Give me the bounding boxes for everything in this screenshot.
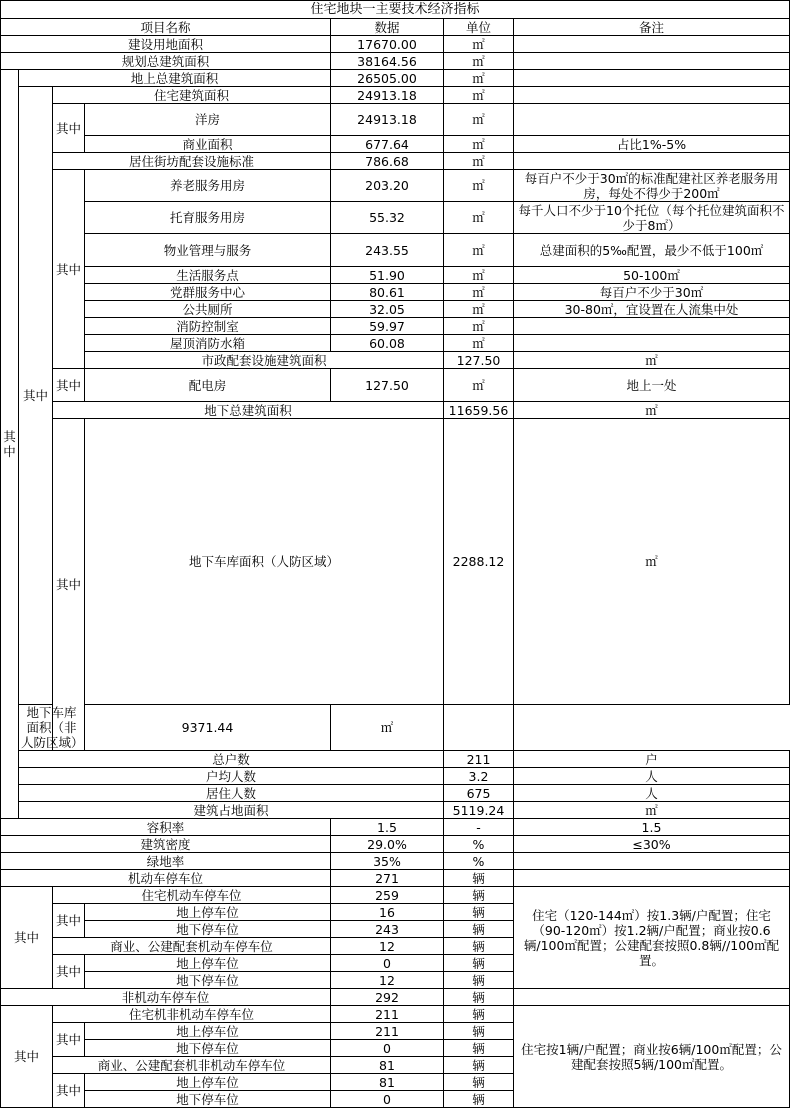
table-row (1, 153, 790, 170)
group-label-motor-com: 其中 (53, 955, 85, 989)
row-note: 总建面积的5‰配置，最少不低于100㎡ (514, 234, 790, 267)
row-unit: 辆 (444, 1006, 514, 1023)
table-row (1, 785, 790, 802)
row-name: 商业、公建配套机动车停车位 (53, 938, 331, 955)
row-note: 占比1%-5% (514, 136, 790, 153)
row-unit: - (444, 819, 514, 836)
row-name: 配电房 (85, 369, 331, 402)
row-value: 11659.56 (444, 402, 514, 419)
row-name: 地下停车位 (85, 1040, 331, 1057)
row-unit: 辆 (444, 938, 514, 955)
row-unit: ㎡ (444, 202, 514, 234)
row-name: 商业面积 (85, 136, 331, 153)
row-name: 洋房 (85, 104, 331, 136)
row-unit: ㎡ (444, 284, 514, 301)
table-row (1, 402, 790, 419)
row-name: 非机动车停车位 (1, 989, 331, 1006)
row-name: 地下停车位 (85, 972, 331, 989)
header-name: 项目名称 (1, 19, 331, 36)
row-value: 16 (331, 904, 444, 921)
row-name: 地上总建筑面积 (19, 70, 331, 87)
row-unit: 辆 (444, 870, 514, 887)
row-value: 271 (331, 870, 444, 887)
row-name: 规划总建筑面积 (1, 53, 331, 70)
row-name: 消防控制室 (85, 318, 331, 335)
row-value: 203.20 (331, 170, 444, 202)
header-note: 备注 (514, 19, 790, 36)
row-unit: ㎡ (444, 53, 514, 70)
row-note (444, 705, 514, 751)
row-value: 127.50 (444, 352, 514, 369)
row-name: 物业管理与服务 (85, 234, 331, 267)
row-value: 5119.24 (444, 802, 514, 819)
group-label-nonmotor-com: 其中 (53, 1074, 85, 1108)
row-value: 0 (331, 955, 444, 972)
row-unit: ㎡ (514, 802, 790, 819)
row-value: 55.32 (331, 202, 444, 234)
table-row (1, 70, 790, 87)
row-note: 30-80㎡，宜设置在人流集中处 (514, 301, 790, 318)
group-label-nonmotor: 其中 (1, 1006, 53, 1108)
group-label-outer: 其中 (1, 70, 19, 819)
row-value: 259 (331, 887, 444, 904)
header-unit: 单位 (444, 19, 514, 36)
table-row (1, 870, 790, 887)
row-unit: % (444, 836, 514, 853)
table-row (1, 1006, 790, 1023)
row-value: 80.61 (331, 284, 444, 301)
table-title: 住宅地块一主要技术经济指标 (1, 1, 790, 19)
row-value: 1.5 (331, 819, 444, 836)
row-name: 养老服务用房 (85, 170, 331, 202)
group-label-dwelling: 其中 (53, 104, 85, 153)
table-row (1, 768, 790, 785)
row-value: 81 (331, 1074, 444, 1091)
row-unit: 辆 (444, 887, 514, 904)
row-name: 屋顶消防水箱 (85, 335, 331, 352)
table-row (1, 301, 790, 318)
table-row (1, 853, 790, 870)
row-unit: 人 (514, 785, 790, 802)
row-value: 38164.56 (331, 53, 444, 70)
row-unit: 辆 (444, 1040, 514, 1057)
row-note: 50-100㎡ (514, 267, 790, 284)
group-label-municipal: 其中 (53, 369, 85, 402)
row-name: 地下车库面积（人防区域） (85, 419, 444, 705)
row-value: 211 (331, 1023, 444, 1040)
table-row (1, 284, 790, 301)
row-name: 住宅机动车停车位 (53, 887, 331, 904)
row-value: 24913.18 (331, 104, 444, 136)
row-unit: 辆 (444, 921, 514, 938)
table-row (1, 802, 790, 819)
row-value: 675 (444, 785, 514, 802)
row-unit: 辆 (444, 972, 514, 989)
row-unit: ㎡ (444, 267, 514, 284)
table-row (1, 36, 790, 53)
row-unit: ㎡ (444, 153, 514, 170)
row-unit: ㎡ (444, 335, 514, 352)
row-note: 1.5 (514, 819, 790, 836)
row-name: 总户数 (19, 751, 444, 768)
row-name: 地下停车位 (85, 1091, 331, 1108)
row-name: 市政配套设施建筑面积 (85, 352, 444, 369)
motor-parking-note: 住宅（120-144㎡）按1.3辆/户配置；住宅（90-120㎡）按1.2辆/户配置；商业按0.6辆/100㎡配置；公建配套按照0.8辆//100㎡配置。 (514, 887, 790, 989)
row-name: 住宅建筑面积 (53, 87, 331, 104)
table-row (1, 369, 790, 402)
row-note (514, 53, 790, 70)
row-value: 9371.44 (85, 705, 331, 751)
row-unit: ㎡ (444, 234, 514, 267)
row-unit: ㎡ (444, 318, 514, 335)
row-unit: 辆 (444, 1074, 514, 1091)
row-name: 绿地率 (1, 853, 331, 870)
row-unit: ㎡ (444, 87, 514, 104)
row-value: 17670.00 (331, 36, 444, 53)
row-unit: ㎡ (514, 419, 790, 705)
row-unit: 辆 (444, 1057, 514, 1074)
row-value: 211 (444, 751, 514, 768)
group-label-above-ground: 其中 (19, 87, 53, 705)
row-name: 容积率 (1, 819, 331, 836)
table-row (1, 104, 790, 136)
row-note (514, 153, 790, 170)
row-name: 地下车库面积（非人防区域） (19, 705, 85, 751)
row-value: 786.68 (331, 153, 444, 170)
row-value: 12 (331, 938, 444, 955)
row-name: 地上停车位 (85, 1023, 331, 1040)
table-row (1, 836, 790, 853)
group-label-motor-res: 其中 (53, 904, 85, 938)
row-name: 生活服务点 (85, 267, 331, 284)
row-unit: 辆 (444, 904, 514, 921)
row-unit: 户 (514, 751, 790, 768)
row-value: 243 (331, 921, 444, 938)
row-value: 81 (331, 1057, 444, 1074)
row-unit: 辆 (444, 989, 514, 1006)
row-note: 每千人口不少于10个托位（每个托位建筑面积不少于8㎡） (514, 202, 790, 234)
row-note: 地上一处 (514, 369, 790, 402)
row-name: 建设用地面积 (1, 36, 331, 53)
row-value: 2288.12 (444, 419, 514, 705)
row-name: 商业、公建配套机非机动车停车位 (53, 1057, 331, 1074)
row-value: 0 (331, 1091, 444, 1108)
row-note (514, 104, 790, 136)
row-note: 每百户不少于30㎡ (514, 284, 790, 301)
row-name: 地上停车位 (85, 904, 331, 921)
row-note (514, 36, 790, 53)
table-row (1, 989, 790, 1006)
row-name: 地下停车位 (85, 921, 331, 938)
nonmotor-parking-note: 住宅按1辆/户配置；商业按6辆/100㎡配置；公建配套按照5辆/100㎡配置。 (514, 1006, 790, 1108)
table-row (1, 819, 790, 836)
row-value: 292 (331, 989, 444, 1006)
row-name: 住宅机非机动车停车位 (53, 1006, 331, 1023)
row-unit: 人 (514, 768, 790, 785)
table-row (1, 751, 790, 768)
row-unit: ㎡ (444, 104, 514, 136)
row-value: 24913.18 (331, 87, 444, 104)
table-row (1, 136, 790, 153)
row-note (514, 335, 790, 352)
row-name: 建筑占地面积 (19, 802, 444, 819)
row-unit: % (444, 853, 514, 870)
row-value: 3.2 (444, 768, 514, 785)
row-value: 32.05 (331, 301, 444, 318)
row-unit: ㎡ (331, 705, 444, 751)
table-row (1, 352, 790, 369)
row-unit: ㎡ (444, 369, 514, 402)
row-value: 127.50 (331, 369, 444, 402)
row-value: 29.0% (331, 836, 444, 853)
table-row (1, 234, 790, 267)
row-unit: ㎡ (444, 136, 514, 153)
header-value: 数据 (331, 19, 444, 36)
row-unit: ㎡ (444, 36, 514, 53)
row-value: 51.90 (331, 267, 444, 284)
table-row (1, 335, 790, 352)
row-name: 地上停车位 (85, 1074, 331, 1091)
row-unit: ㎡ (444, 70, 514, 87)
row-note (514, 70, 790, 87)
group-label-motor: 其中 (1, 887, 53, 989)
row-value: 59.97 (331, 318, 444, 335)
table-row (1, 705, 790, 751)
table-row (1, 202, 790, 234)
row-name: 居住人数 (19, 785, 444, 802)
row-name: 机动车停车位 (1, 870, 331, 887)
row-note: 每百户不少于30㎡的标准配建社区养老服务用房，每处不得少于200㎡ (514, 170, 790, 202)
row-unit: ㎡ (514, 352, 790, 369)
row-note (514, 87, 790, 104)
row-name: 户均人数 (19, 768, 444, 785)
table-row (1, 87, 790, 104)
row-value: 35% (331, 853, 444, 870)
row-unit: 辆 (444, 1091, 514, 1108)
row-name: 地上停车位 (85, 955, 331, 972)
row-value: 677.64 (331, 136, 444, 153)
table-row (1, 170, 790, 202)
row-unit: 辆 (444, 955, 514, 972)
table-row (1, 53, 790, 70)
group-label-facility: 其中 (53, 170, 85, 369)
row-value: 243.55 (331, 234, 444, 267)
row-name: 党群服务中心 (85, 284, 331, 301)
row-name: 建筑密度 (1, 836, 331, 853)
row-note: ≤30% (514, 836, 790, 853)
row-value: 12 (331, 972, 444, 989)
row-note (514, 870, 790, 887)
row-unit: 辆 (444, 1023, 514, 1040)
row-unit: ㎡ (514, 402, 790, 419)
row-note (514, 853, 790, 870)
row-name: 公共厕所 (85, 301, 331, 318)
group-label-underground: 其中 (53, 419, 85, 751)
row-value: 60.08 (331, 335, 444, 352)
group-label-nonmotor-res: 其中 (53, 1023, 85, 1057)
row-value: 211 (331, 1006, 444, 1023)
row-name: 托育服务用房 (85, 202, 331, 234)
row-name: 地下总建筑面积 (53, 402, 444, 419)
table-row (1, 419, 790, 705)
row-unit: ㎡ (444, 170, 514, 202)
table-row (1, 318, 790, 335)
row-value: 0 (331, 1040, 444, 1057)
row-value: 26505.00 (331, 70, 444, 87)
row-name: 居住街坊配套设施标准 (53, 153, 331, 170)
table-row (1, 267, 790, 284)
row-note (514, 318, 790, 335)
row-note (514, 989, 790, 1006)
table-row (1, 887, 790, 904)
row-unit: ㎡ (444, 301, 514, 318)
